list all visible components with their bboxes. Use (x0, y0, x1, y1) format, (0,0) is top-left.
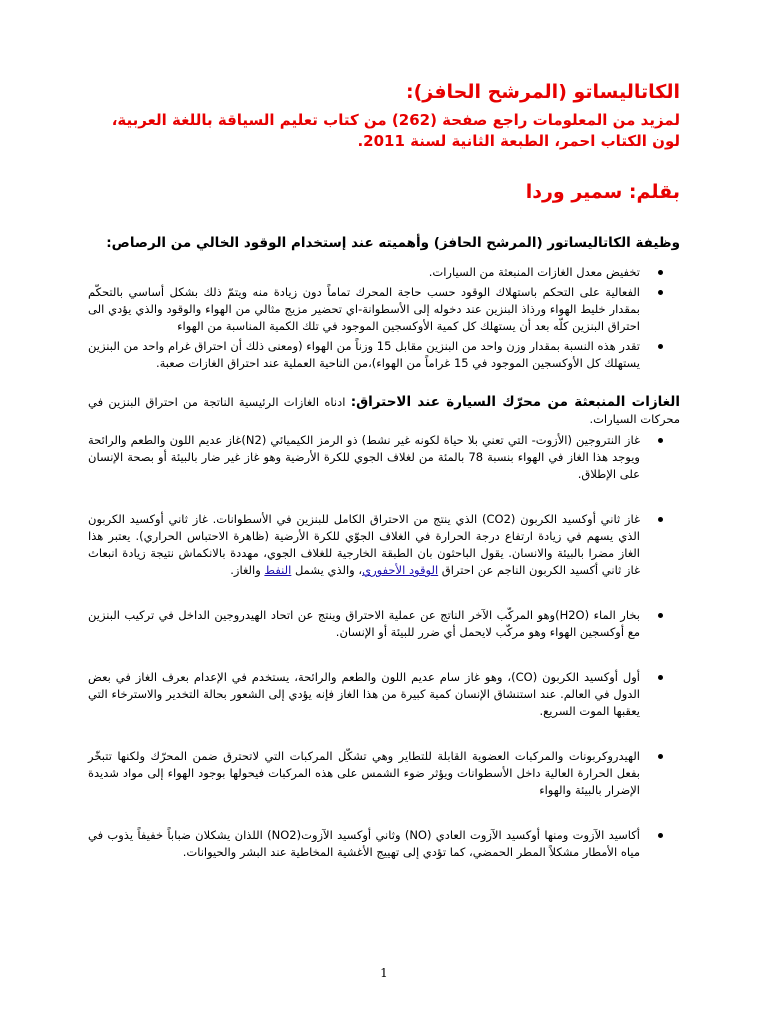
function-heading: وظيفة الكاتاليساتور (المرشح الحافز) وأهميته عند إستخدام الوقود الخالي من الرصاص: (106, 235, 680, 251)
reference-note: لمزيد من المعلومات راجع صفحة (262) من كتاب تعليم السياقة باللغة العربية، لون الكتاب احمر، الطبعة الثانية لسنة 2011. (111, 111, 680, 150)
gas-item-co2 (88, 511, 680, 579)
gas-item-co2-text: غاز ثاني أوكسيد الكربون (CO2) الذي ينتج من الاحتراق الكامل للبنزين في الأسطوانات. غاز ثاني أوكسيد الكربون الذي يسهم في زيادة ارتفاع درجة الحرارة في الغلاف الجوّي للكرة الأرضية (ظاهرة الاحتباس الحراري). يعتبر هذا الغاز مضرا بالبيئة والانسان. يقول الباحثون بان الطبقة الخارجية للغلاف الجوي، مهددة بالانكماش نتيجة زيادة انبعاث غاز ثاني أكسيد الكربون الناجم عن احتراق (88, 512, 640, 577)
gas-item-nox: أكاسيد الآزوت ومنها أوكسيد الآزوت العادي (NO) وثاني أوكسيد الآزوت(NO2) اللذان يشكلان ضباباً خفيفاً يذوب في مياه الأمطار مشكلاً المطر الحمضي، كما تؤدي إلى تهييج الأغشية المخاطية عند البشر والحيوانات. (88, 827, 680, 861)
document-title: الكاتاليساتو (المرشح الحافز): (405, 81, 680, 103)
list-item: تقدر هذه النسبة بمقدار وزن واحد من البنزين مقابل 15 وزناً من الهواء (ومعنى ذلك أن احتراق غرام واحد من البنزين يستهلك كل الأوكسجين الموجود في 15 غراماً من الهواء)،من الناحية العملية عند احتراق الغازات صعبة. (88, 338, 680, 372)
gases-heading: الغازات المنبعثة من محرّك السيارة عند الاحتراق: (350, 394, 680, 410)
gas-item-co2-middle: ، والذي يشمل (291, 563, 363, 577)
list-item: تخفيض معدل الغازات المنبعثة من السيارات. (88, 264, 680, 281)
page-number: 1 (380, 966, 388, 980)
fossil-fuel-link[interactable]: الوقود الأحفوري (362, 563, 439, 577)
gases-intro-paragraph (88, 394, 680, 428)
function-list (88, 264, 680, 372)
gas-item-hydrocarbons: الهيدروكربونات والمركبات العضوية القابلة للتطاير وهي تشكّل المركبات التي لاتحترق ضمن المحرّك ولكنها تتبخّر بفعل الحرارة العالية داخل الأسطوانات ويؤثر ضوء الشمس على هذه المركبات فيحولها بوجود الهواء إلى مواد شديدة الإضرار بالبيئة والهواء (88, 748, 680, 799)
document-page (88, 80, 680, 889)
gas-item-n2: غاز النتروجين (الأزوت- التي تعني بلا حياة لكونه غير نشط) ذو الرمز الكيميائي (N2)غاز عديم اللون والطعم والرائحة ويوجد هذا الغاز في الهواء بنسبة 78 بالمئة من لغلاف الجوي للكرة الأرضية وهو غاز غير ضار بالبيئة أو بصحة الإنسان على الإطلاق. (88, 432, 680, 483)
gas-item-h2o: بخار الماء (H2O)وهو المركّب الآخر الناتج عن عملية الاحتراق وينتج عن اتحاد الهيدروجين الداخل في تركيب البنزين مع أوكسجين الهواء وهو مركّب لايحمل أي ضرر للبيئة أو الإنسان. (88, 607, 680, 641)
gases-intro-text: ادناه الغازات الرئيسية الناتجة من احتراق البنزين في محركات السيارات. (88, 395, 680, 426)
gas-item-co: أول أوكسيد الكربون (CO)، وهو غاز سام عديم اللون والطعم والرائحة، يستخدم في الإعدام بعرف الغاز في بعض الدول في العالم. عند استنشاق الإنسان كمية كبيرة من هذا الغاز فإنه يؤدي إلى الشعور بحالة التخدير والاسترخاء التي يعقبها الموت السريع. (88, 669, 680, 720)
author-byline: بقلم: سمير وردا (525, 181, 680, 203)
gases-list (88, 432, 680, 861)
list-item: الفعالية على التحكم باستهلاك الوقود حسب حاجة المحرك تماماً دون زيادة منه ويتمّ ذلك بشكل أساسي بالتحكّم بمقدار خليط الهواء ورذاذ البنزين عند دخوله إلى الأسطوانة-اي تحضير مزيج مثالي من الهواء والوقود والذي يؤدي الى احتراق البنزين كلّه بعد أن يستهلك كل كمية الأوكسجين الموجود في تلك الكمية المناسبة من الهواء (88, 284, 680, 335)
oil-link[interactable]: النفط (264, 563, 292, 577)
gas-item-co2-end: والغاز. (230, 563, 265, 577)
